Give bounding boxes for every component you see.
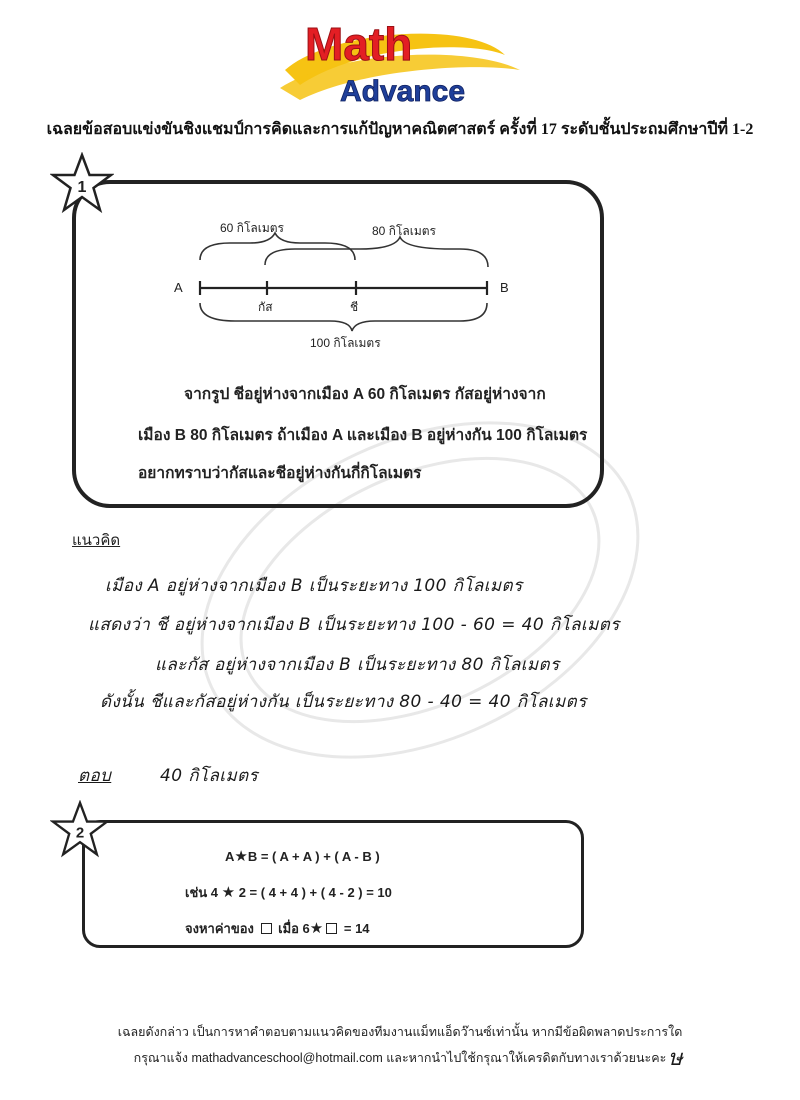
problem-2-example	[185, 882, 392, 903]
problem-1-number: 1	[77, 179, 87, 196]
footer-line-2: กรุณาแจ้ง mathadvanceschool@hotmail.com และหากนำไปใช้กรุณาให้เครดิตกับทางเราด้วยนะคะ	[133, 1051, 667, 1065]
logo-text-math: Math	[305, 18, 413, 70]
problem-2-number: 2	[75, 824, 85, 842]
star-badge-icon	[50, 152, 114, 216]
page-title: เฉลยข้อสอบแข่งขันชิงแชมป์การคิดและการแก้ปัญหาคณิตศาสตร์ ครั้งที่ 17 ระดับชั้นประถมศึกษาปีที่ 1-2	[46, 121, 754, 138]
black-star-icon: ★	[309, 920, 324, 937]
black-star-icon: ★	[221, 884, 236, 901]
blank-square-icon	[261, 923, 272, 934]
question-mid: เมื่อ 6	[278, 921, 310, 936]
problem-2-definition	[225, 847, 380, 865]
blank-square-icon	[326, 923, 337, 934]
brace-100	[200, 303, 487, 331]
brace-80	[265, 237, 488, 267]
question-prefix: จงหาค่าของ	[185, 921, 254, 936]
problem-2-question	[185, 918, 370, 939]
approach-line-1: เมือง A อยู่ห่างจากเมือง B เป็นระยะทาง 100 กิโลเมตร	[105, 576, 523, 596]
def-a: A	[225, 849, 235, 864]
brace-60	[200, 233, 355, 260]
signature: ษ	[668, 1046, 683, 1071]
example-rest: 2 = ( 4 + 4 ) + ( 4 - 2 ) = 10	[238, 885, 392, 900]
footer-line-1: เฉลยดังกล่าว เป็นการหาคำตอบตามแนวคิดของทีมงานแม็ทแอ็ดว๊านซ์เท่านั้น หากมีข้อผิดพลาดประการใด	[117, 1025, 683, 1039]
approach-label: แนวคิด	[72, 532, 121, 549]
label-60-km: 60 กิโลเมตร	[220, 221, 284, 235]
point-a-label: A	[174, 280, 183, 295]
logo-text-advance: Advance	[340, 75, 466, 108]
approach-line-2: แสดงว่า ชี อยู่ห่างจากเมือง B เป็นระยะทาง 100 - 60 = 40 กิโลเมตร	[88, 615, 620, 635]
star-badge-icon	[50, 800, 110, 860]
black-star-icon: ★	[234, 848, 248, 865]
distance-diagram	[160, 205, 540, 355]
def-b: B = ( A + A ) + ( A - B )	[247, 849, 380, 864]
math-advance-logo	[0, 0, 800, 115]
example-prefix: เช่น 4	[185, 885, 218, 900]
answer-label: ตอบ	[78, 766, 112, 786]
point-chi-label: ชี	[350, 300, 359, 314]
point-kal-label: กัส	[258, 300, 273, 314]
question-end: = 14	[343, 921, 370, 936]
label-100-km: 100 กิโลเมตร	[310, 336, 381, 350]
problem-1-text-line-1: จากรูป ชีอยู่ห่างจากเมือง A 60 กิโลเมตร กัสอยู่ห่างจาก	[184, 386, 546, 403]
problem-1-text-line-3: อยากทราบว่ากัสและชีอยู่ห่างกันกี่กิโลเมตร	[138, 465, 422, 482]
problem-1-text-line-2: เมือง B 80 กิโลเมตร ถ้าเมือง A และเมือง B อยู่ห่างกัน 100 กิโลเมตร	[138, 427, 588, 444]
label-80-km: 80 กิโลเมตร	[372, 224, 436, 238]
approach-line-4: ดังนั้น ชีและกัสอยู่ห่างกัน เป็นระยะทาง 80 - 40 = 40 กิโลเมตร	[100, 692, 587, 712]
answer-value: 40 กิโลเมตร	[160, 766, 259, 786]
approach-line-3: และกัส อยู่ห่างจากเมือง B เป็นระยะทาง 80 กิโลเมตร	[155, 655, 560, 675]
point-b-label: B	[500, 280, 509, 295]
